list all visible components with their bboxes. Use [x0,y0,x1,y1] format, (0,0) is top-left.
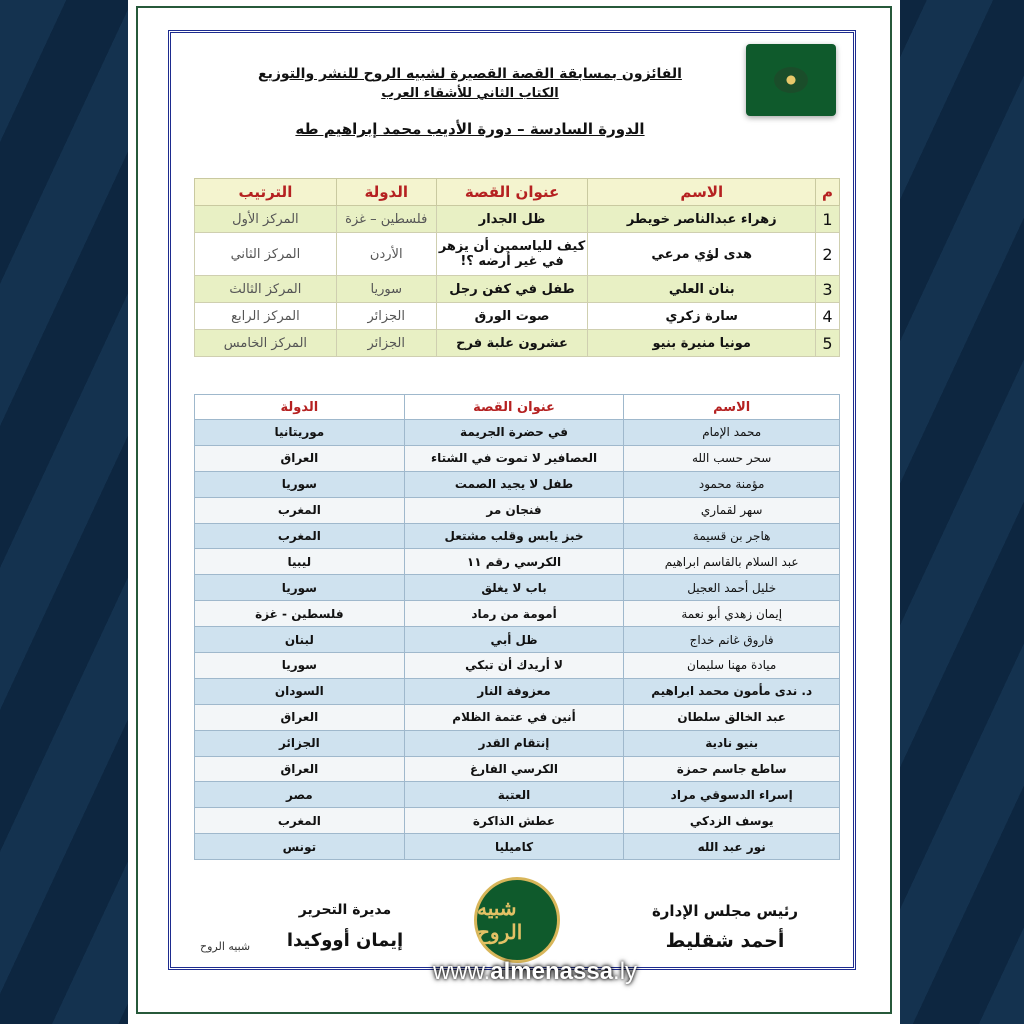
row-number: 2 [816,233,840,276]
country: المغرب [195,497,405,523]
header-title: عنوان القصة [404,395,624,420]
header-country: الدولة [195,395,405,420]
country: الأردن [336,233,436,276]
country: سوريا [195,471,405,497]
country: السودان [195,678,405,704]
publisher-logo [746,44,836,116]
mentions-table [194,394,840,860]
table-row [195,834,840,860]
story-title: لا أريدك أن تبكي [404,653,624,679]
story-title: عطش الذاكرة [404,808,624,834]
country: المغرب [195,523,405,549]
table-row [195,276,840,303]
header-title: عنوان القصة [436,179,588,206]
table-row [195,627,840,653]
table-row [195,420,840,446]
seal-text: شبيه الروح [477,896,523,944]
country: العراق [195,756,405,782]
country: مصر [195,782,405,808]
publisher-seal [474,877,560,963]
country: الجزائر [195,730,405,756]
participant-name: فاروق غانم خداج [624,627,840,653]
participant-name: بنيو نادية [624,730,840,756]
story-title: كيف للياسمين أن يزهر في غير أرضه ؟! [436,233,588,276]
header-name: الاسم [624,395,840,420]
table-row [195,653,840,679]
chairman-name: أحمد شقليط [665,930,785,952]
header-num: م [816,179,840,206]
participant-name: ميادة مهنا سليمان [624,653,840,679]
table-row [195,549,840,575]
story-title: طفل لا يجيد الصمت [404,471,624,497]
table-row [195,523,840,549]
story-title: في حضرة الجريمة [404,420,624,446]
winner-name: مونيا منيرة بنيو [588,330,816,357]
table-row [195,756,840,782]
country: سوريا [336,276,436,303]
story-title: طفل في كفن رجل [436,276,588,303]
story-title: باب لا يغلق [404,575,624,601]
story-title: خبز يابس وقلب مشتعل [404,523,624,549]
story-title: صوت الورق [436,303,588,330]
participant-name: إسراء الدسوقي مراد [624,782,840,808]
heading-line-3: الدورة السادسة – دورة الأديب محمد إبراهيم طه [295,120,645,138]
rank: المركز الثالث [195,276,337,303]
chairman-role: رئيس مجلس الإدارة [651,902,799,920]
row-number: 1 [816,206,840,233]
editor-role: مديرة التحرير [298,902,392,918]
story-title: أنين في عتمة الظلام [404,704,624,730]
story-title: العصافير لا تموت في الشتاء [404,445,624,471]
table-row [195,808,840,834]
table-row [195,678,840,704]
participant-name: د. ندى مأمون محمد ابراهيم [624,678,840,704]
table-row [195,206,840,233]
table-row [195,704,840,730]
country: فلسطين – غزة [336,206,436,233]
table-row [195,730,840,756]
participant-name: عبد الخالق سلطان [624,704,840,730]
table-row [195,330,840,357]
participant-name: سحر حسب الله [624,445,840,471]
rank: المركز الرابع [195,303,337,330]
winner-name: زهراء عبدالناصر خويطر [588,206,816,233]
participant-name: ساطع جاسم حمزة [624,756,840,782]
table-row [195,303,840,330]
participant-name: سهر لقماري [624,497,840,523]
table-row [195,782,840,808]
story-title: عشرون علبة فرح [436,330,588,357]
country: العراق [195,704,405,730]
story-title: أمومة من رماد [404,601,624,627]
story-title: فنجان مر [404,497,624,523]
row-number: 3 [816,276,840,303]
crown-icon [774,67,808,93]
country: الجزائر [336,330,436,357]
country: ليبيا [195,549,405,575]
country: سوريا [195,653,405,679]
table-row [195,445,840,471]
participant-name: هاجر بن قسيمة [624,523,840,549]
rank: المركز الخامس [195,330,337,357]
story-title: كاميليا [404,834,624,860]
rank: المركز الثاني [195,233,337,276]
country: الجزائر [336,303,436,330]
participant-name: نور عبد الله [624,834,840,860]
heading-line-1: الفائزون بمسابقة القصة القصيرة لشبيه الروح للنشر والتوزيع [258,66,682,82]
row-number: 5 [816,330,840,357]
country: موريتانيا [195,420,405,446]
story-title: العتبة [404,782,624,808]
story-title: معزوفة النار [404,678,624,704]
country: لبنان [195,627,405,653]
rank: المركز الأول [195,206,337,233]
header-rank: الترتيب [195,179,337,206]
participant-name: خليل أحمد العجيل [624,575,840,601]
row-number: 4 [816,303,840,330]
story-title: الكرسي الفارغ [404,756,624,782]
participant-name: مؤمنة محمود [624,471,840,497]
country: تونس [195,834,405,860]
story-title: ظل أبي [404,627,624,653]
table-row [195,497,840,523]
story-title: إنتقام القدر [404,730,624,756]
story-title: ظل الجدار [436,206,588,233]
table-row [195,233,840,276]
table-row [195,575,840,601]
watermark-prefix: www. [432,958,491,985]
winner-name: بنان العلي [588,276,816,303]
editor-name: إيمان أووكيدا [286,930,404,951]
header-country: الدولة [336,179,436,206]
header-name: الاسم [588,179,816,206]
heading-line-2: الكتاب الثاني للأشقاء العرب [381,86,559,101]
watermark-domain: almenassa [490,958,614,985]
country: المغرب [195,808,405,834]
winner-name: هدى لؤي مرعي [588,233,816,276]
participant-name: يوسف الزدكي [624,808,840,834]
table-row [195,601,840,627]
winners-table [194,178,840,357]
country: العراق [195,445,405,471]
participant-name: محمد الإمام [624,420,840,446]
country: سوريا [195,575,405,601]
signature-scribble: شبيه الروح [200,940,251,953]
watermark-suffix: .ly [613,958,638,985]
watermark-url [300,958,770,986]
country: فلسطين - غزة [195,601,405,627]
participant-name: إيمان زهدي أبو نعمة [624,601,840,627]
table-row [195,471,840,497]
participant-name: عبد السلام بالقاسم ابراهيم [624,549,840,575]
winner-name: سارة زكري [588,303,816,330]
story-title: الكرسي رقم ١١ [404,549,624,575]
